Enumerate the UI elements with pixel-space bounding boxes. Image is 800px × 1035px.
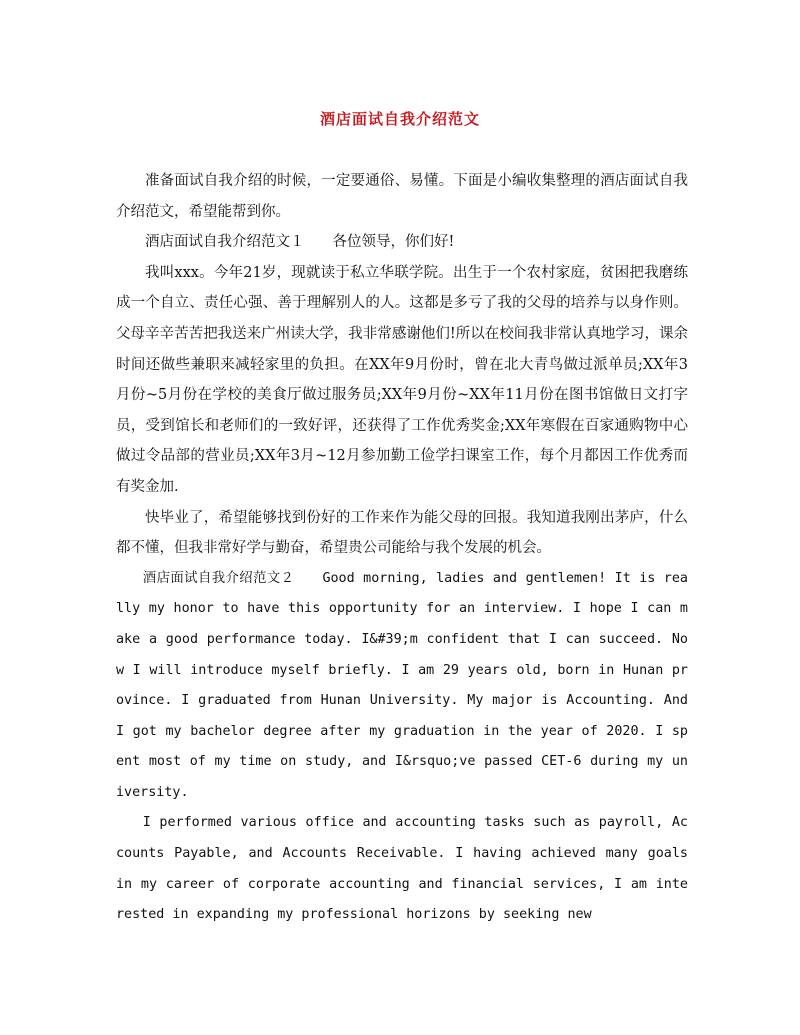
body-paragraph-1: 我叫xxx。今年21岁，现就读于私立华联学院。出生于一个农村家庭，贫困把我磨练成一个自立、责任心强、善于理解别人的人。这都是多亏了我的父母的培养与以身作则。父母辛辛苦苦把我送来广州读大学，我非常感谢他们!所以在校间我非常认真地学习，课余时间还做些兼职来减轻家里的负担。在XX年9月份时，曾在北大青鸟做过派单员;XX年3月份~5月份在学校的美食厅做过服务员;XX年9月份~XX年11月份在图书馆做日文打字员，受到馆长和老师们的一致好评，还获得了工作优秀奖金;XX年寒假在百家通购物中心做过令品部的营业员;XX年3月~12月参加勤工俭学扫课室工作，每个月都因工作优秀而有奖金加. xyxy=(116,264,688,495)
body-paragraph-2: 快毕业了，希望能够找到份好的工作来作为能父母的回报。我知道我刚出茅庐，什么都不懂，但我非常好学与勤奋，希望贵公司能给与我个发展的机会。 xyxy=(116,509,688,557)
section-2-heading: 酒店面试自我介绍范文２ xyxy=(142,570,295,586)
english-intro-text: Good morning, ladies and gentlemen! It is really my honor to have this opportunity for an interview. I hope I can make a good performance today. I&#39;m confident that I can succeed. Now I will introduce myself briefly. I am 29 years old, born in Hunan province. I graduated from Hunan University. My major is Accounting. And I got my bachelor degree after my graduation in the year of 2020. I spent most of my time on study, and I&rsquo;ve passed CET-6 during my university. xyxy=(116,570,688,800)
greeting-text: 各位领导，你们好! xyxy=(332,234,455,251)
document-title: 酒店面试自我介绍范文 xyxy=(319,110,480,128)
intro-paragraph: 准备面试自我介绍的时候，一定要通俗、易懂。下面是小编收集整理的酒店面试自我介绍范文，希望能帮到你。 xyxy=(116,173,688,220)
body-paragraph-4: I performed various office and accounting tasks such as payroll, Accounts Payable, and Accounts Receivable. I having achieved many goals in my career of corporate accounting and financial services, I am interested in expanding my professional horizons by seeking new xyxy=(116,815,688,923)
section-1-heading-line xyxy=(116,227,688,258)
document-body xyxy=(116,166,688,931)
section-2-paragraph xyxy=(116,564,688,809)
section-1-heading: 酒店面试自我介绍范文１ xyxy=(145,234,305,251)
